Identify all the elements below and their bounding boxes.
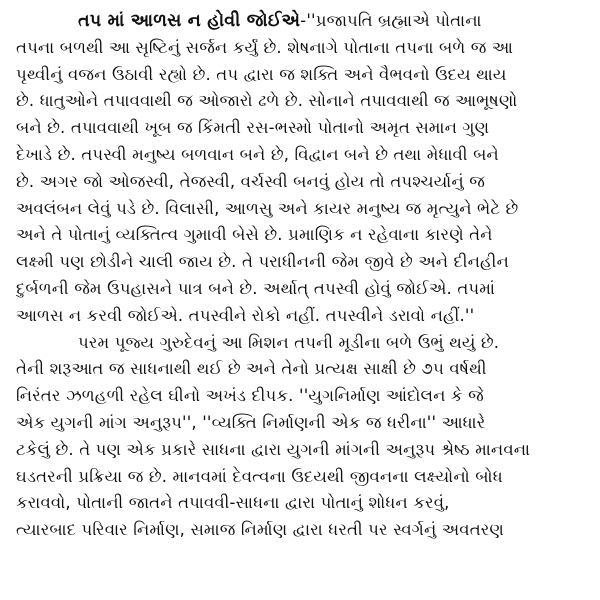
paragraph-1-line-9: અને તે પોતાનું વ્યક્તિત્વ ગુમાવી બેસે છે. પ્રમાણિક ન રહેવાના કારણે તેને (16, 225, 493, 245)
paragraph-1-line-11: દુર્બળની જેમ ઉપહાસને પાત્ર બને છે. અર્થાત્ તપસ્વી હોવું જોઈએ. તપમાં (16, 278, 496, 298)
paragraph-1-line-10: લક્ષ્મી પણ છોડીને ચાલી જાય છે. તે પરાધીનની જેમ જીવે છે અને દીનહીન (16, 252, 509, 272)
paragraph-2-line-2: તેની શરૂઆત જ સાધનાથી થઈ છે અને તેનો પ્રત્યક્ષ સાક્ષી છે ૭૫ વર્ષથી (16, 359, 487, 379)
paragraph-2-line-7: કરાવવો, પોતાની જાતને તપાવવી-સાધના દ્વારા પોતાનું શોધન કરવું, (16, 493, 450, 513)
paragraph-2-line-1: પરમ પૂજ્ય ગુરુદેવનું આ મિશન તપની મૂડીના બળે ઉભું થયું છે. (78, 332, 500, 352)
paragraph-1-line-2: તપના બળથી આ સૃષ્ટિનું સર્જન કર્યું છે. શેષનાગે પોતાના તપના બળે જ આ (16, 37, 513, 57)
article-title: તપ માં આળસ ન હોવી જોઈએ (78, 11, 301, 31)
paragraph-2-line-5: ટકેલું છે. તે પણ એક પ્રકારે સાધના દ્વારા યુગની માંગની અનુરૂપ શ્રેષ્ઠ માનવના (16, 439, 531, 459)
paragraph-1-line-6: દેખાડે છે. તપસ્વી મનુષ્ય બળવાન બને છે, વિદ્વાન બને છે તથા મેધાવી બને (16, 144, 499, 164)
paragraph-1-line-3: પૃથ્વીનું વજન ઉઠાવી રહ્યો છે. તપ દ્વારા જ શક્તિ અને વૈભવનો ઉદય થાય (16, 64, 507, 84)
paragraph-1-line-4: છે. ધાતુઓને તપાવવાથી જ ઓજારો ઢળે છે. સોનાને તપાવવાથી જ આભૂષણો (16, 91, 518, 111)
paragraph-2-line-8: ત્યારબાદ પરિવાર નિર્માણ, સમાજ નિર્માણ દ્વારા ધરતી પર સ્વર્ગનું અવતરણ (16, 520, 504, 540)
paragraph-1-line-1-text: -''પ્રજાપતિ બ્રહ્માએ પોતાના (300, 11, 482, 30)
paragraph-2-line-3: નિરંતર ઝળહળી રહેલ ઘીનો અખંડ દીપક. ''યુગનિર્માણ આંદોલન કે જે (16, 386, 484, 406)
paragraph-2-line-6: ઘડતરની પ્રક્રિયા જ છે. માનવમાં દેવત્વના ઉદયથી જીવનના લક્ષ્યોનો બોધ (16, 466, 503, 486)
paragraph-1-line-1 (16, 8, 580, 35)
paragraph-1-line-8: અવલંબન લેવું પડે છે. વિલાસી, આળસુ અને કાયર મનુષ્ય જ મૃત્યુને ભેટે છે (16, 198, 519, 218)
paragraph-1-line-12: આળસ ન કરવી જોઈએ. તપસ્વીને રોકો નહીં. તપસ્વીને ડરાવો નહીં.'' (16, 305, 475, 325)
paragraph-1-line-7: છે. અગર જો ઓજસ્વી, તેજસ્વી, વર્ચસ્વી બનવું હોય તો તપશ્ચર્યાનું જ (16, 171, 485, 191)
paragraph-2-line-4: એક યુગની માંગ અનુરૂપ'', ''વ્યક્તિ નિર્માણની એક જ ધરીના'' આધારે (16, 412, 486, 432)
paragraph-1-line-5: બને છે. તપાવવાથી ખૂબ જ કિંમતી રસ-ભસ્મો પોતાનો અમૃત સમાન ગુણ (16, 118, 490, 138)
